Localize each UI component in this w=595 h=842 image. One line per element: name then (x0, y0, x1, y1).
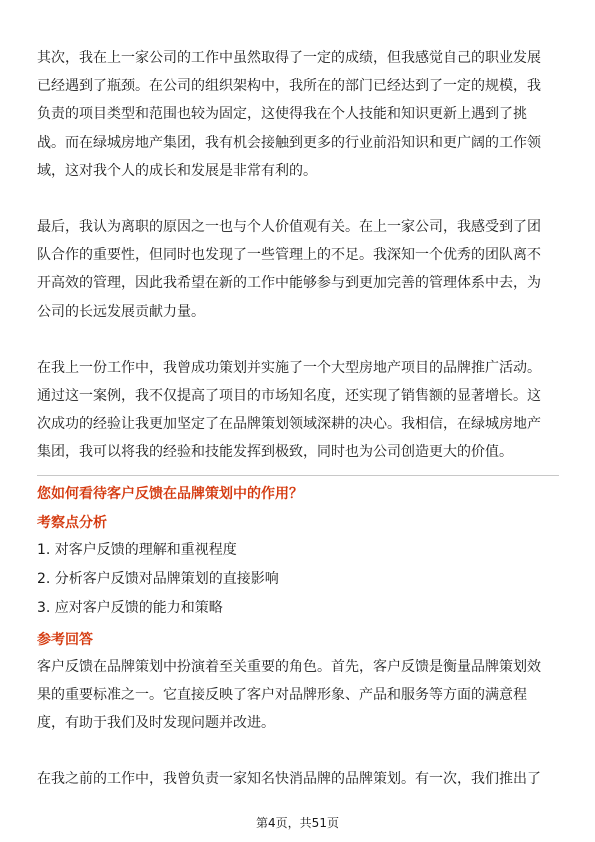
text-line: 公司的长远发展贡献力量。 (37, 303, 205, 320)
text-line: 其次，我在上一家公司的工作中虽然取得了一定的成绩，但我感觉自己的职业发展 (37, 50, 541, 66)
text-line: 客户反馈在品牌策划中扮演着至关重要的角色。首先，客户反馈是衡量品牌策划效 (37, 658, 541, 675)
text-line: 战。而在绿城房地产集团，我有机会接触到更多的行业前沿知识和更广阔的工作领 (37, 134, 541, 151)
text-line: 在我之前的工作中，我曾负责一家知名快消品牌的品牌策划。有一次，我们推出了 (37, 771, 541, 788)
paragraph-gap (37, 185, 559, 213)
text-line: 次成功的经验让我更加坚定了在品牌策划领域深耕的决心。我相信，在绿城房地产 (37, 416, 541, 433)
question-heading: 您如何看待客户反馈在品牌策划中的作用？ (37, 485, 303, 502)
text-line: 已经遇到了瓶颈。在公司的组织架构中，我所在的部门已经达到了一定的规模，我 (37, 78, 541, 95)
list-item: 3. 应对客户反馈的能力和策略 (37, 599, 223, 616)
text-line: 在我上一份工作中，我曾成功策划并实施了一个大型房地产项目的品牌推广活动。 (37, 359, 541, 376)
text-line: 最后，我认为离职的原因之一也与个人价值观有关。在上一家公司，我感受到了团 (37, 219, 541, 236)
text-line: 域，这对我个人的成长和发展是非常有利的。 (37, 162, 317, 179)
document-page (37, 44, 559, 793)
paragraph-gap (37, 326, 559, 354)
section-divider (37, 475, 559, 476)
answer-paragraph-2 (37, 765, 559, 793)
text-line: 度，有助于我们及时发现问题并改进。 (37, 715, 275, 732)
answer-title: 参考回答 (37, 631, 93, 648)
paragraph-experience (37, 354, 559, 467)
page-number: 第4页，共51页 (256, 816, 339, 830)
analysis-title: 考察点分析 (37, 514, 107, 531)
analysis-list (37, 536, 559, 623)
text-line: 果的重要标准之一。它直接反映了客户对品牌形象、产品和服务等方面的满意程 (37, 686, 527, 703)
paragraph-values (37, 213, 559, 326)
paragraph-gap (37, 737, 559, 765)
answer-paragraph-1 (37, 653, 559, 738)
text-line: 开高效的管理，因此我希望在新的工作中能够参与到更加完善的管理体系中去，为 (37, 275, 541, 292)
list-item: 2. 分析客户反馈对品牌策划的直接影响 (37, 570, 279, 587)
text-line: 队合作的重要性，但同时也发现了一些管理上的不足。我深知一个优秀的团队离不 (37, 247, 541, 264)
paragraph-career-bottleneck (37, 44, 559, 185)
text-line: 负责的项目类型和范围也较为固定，这使得我在个人技能和知识更新上遇到了挑 (37, 106, 527, 123)
text-line: 通过这一案例，我不仅提高了项目的市场知名度，还实现了销售额的显著增长。这 (37, 388, 541, 405)
text-line: 集团，我可以将我的经验和技能发挥到极致，同时也为公司创造更大的价值。 (37, 444, 513, 461)
list-item: 1. 对客户反馈的理解和重视程度 (37, 541, 237, 558)
